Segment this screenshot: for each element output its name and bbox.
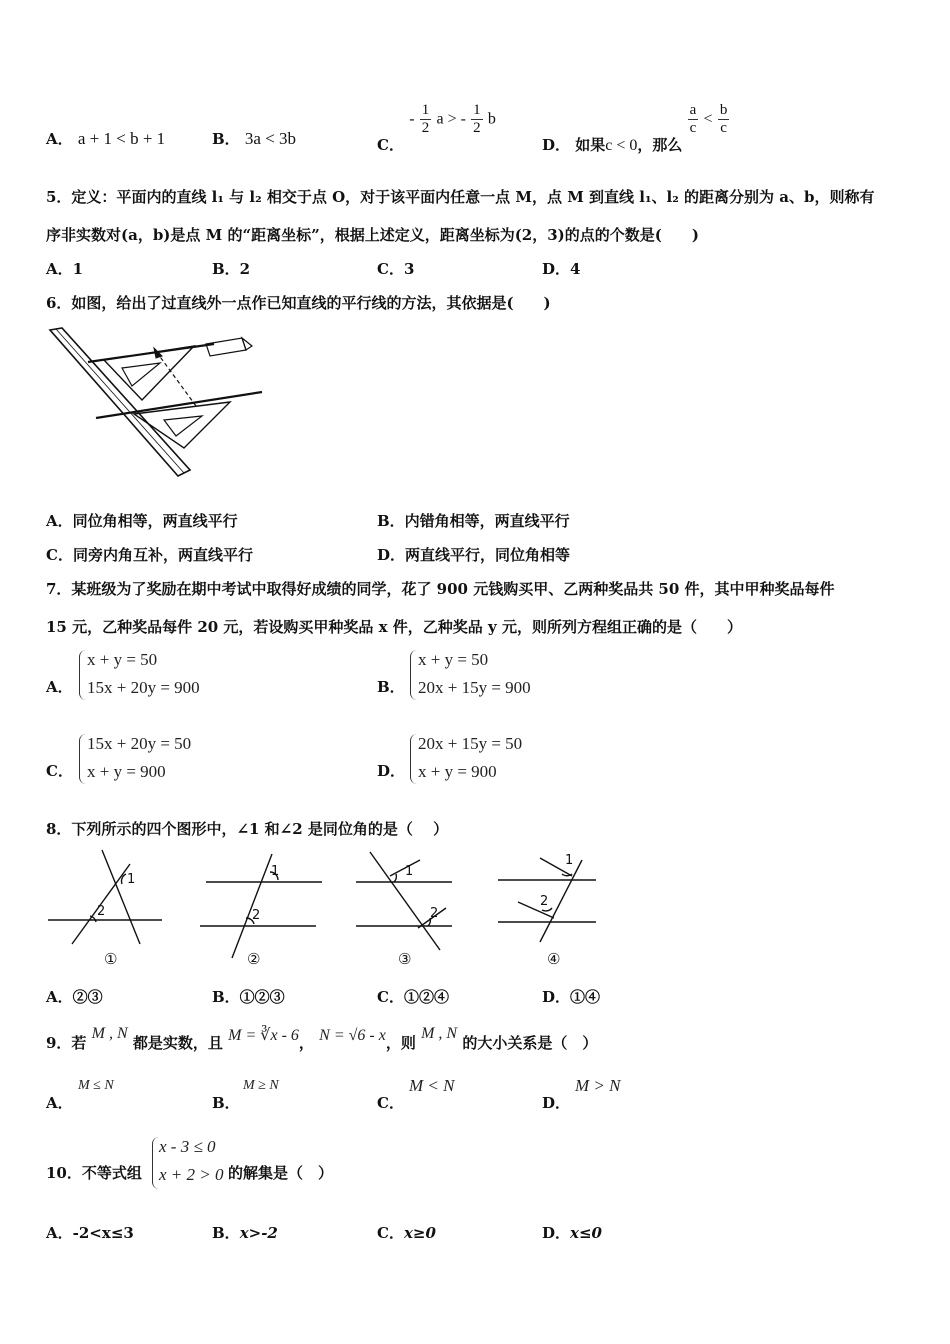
q9-n-expr: N = √6 - x bbox=[319, 1027, 386, 1044]
q7-option-b-label: B． bbox=[377, 678, 405, 696]
q7-b-brace bbox=[410, 650, 417, 700]
q10-brace bbox=[152, 1137, 159, 1189]
q8-figures bbox=[40, 846, 610, 974]
q4-option-a: A． a + 1 < b + 1 bbox=[46, 129, 166, 148]
q8-option-d: D．①④ bbox=[542, 988, 601, 1006]
q8-f4-angle-2: 2 bbox=[540, 894, 549, 909]
q9-option-c-label: C． bbox=[377, 1094, 404, 1112]
q7-option-d-label: D． bbox=[377, 762, 406, 780]
q8-figure-label-4: ④ bbox=[547, 950, 561, 968]
q9-option-d-label: D． bbox=[542, 1094, 571, 1112]
q8-option-a: A．②③ bbox=[46, 988, 103, 1006]
q9-stem: 9．若 M , N 都是实数，且 M = ∛x - 6， N = √6 - x，则 M , N 的大小关系是（ ） bbox=[46, 1025, 598, 1052]
q10-option-c-text: x≥0 bbox=[403, 1224, 436, 1242]
q8-f4-angle-1: 1 bbox=[565, 853, 574, 868]
q4-option-d: D． 如果c < 0，那么 $\frac{a}{c}$ < $\frac{b}{c}$ bbox=[542, 102, 728, 154]
q7-stem-line-2: 15 元，乙种奖品每件 20 元，若设购买甲种奖品 x 件，乙种奖品 y 元，则所列方程组正确的是（ ） bbox=[46, 618, 742, 636]
q7-d-brace bbox=[410, 734, 417, 784]
q8-f1-angle-1: 1 bbox=[127, 872, 136, 887]
q7-a-eq-2: 15x + 20y = 900 bbox=[87, 678, 200, 697]
q8-f3-angle-2: 2 bbox=[430, 906, 439, 921]
q10-option-d: D．x≤0 bbox=[542, 1224, 602, 1242]
q9-option-a-label: A． bbox=[46, 1094, 73, 1112]
q9-option-d: M > N bbox=[575, 1076, 621, 1095]
q10-ineq-2: x + 2 > 0 bbox=[159, 1165, 224, 1184]
q8-figure-label-3: ③ bbox=[398, 950, 412, 968]
q4-d-fraction-right: $\frac{b}{c}$ bbox=[719, 102, 728, 136]
q5-option-a: A．1 bbox=[46, 260, 84, 278]
q9-option-a: M ≤ N bbox=[78, 1078, 114, 1093]
q7-option-a-label: A． bbox=[46, 678, 73, 696]
q10-option-b: B．x>-2 bbox=[212, 1224, 278, 1242]
q4-option-b-expr: 3a < 3b bbox=[244, 129, 297, 148]
q9-option-b: M ≥ N bbox=[243, 1078, 279, 1093]
q7-stem-line-1: 7．某班级为了奖励在期中考试中取得好成绩的同学，花了 900 元钱购买甲、乙两种奖品共 50 件，其中甲种奖品每件 bbox=[46, 580, 835, 598]
q9-option-b-label: B． bbox=[212, 1094, 240, 1112]
q10-ineq-1: x - 3 ≤ 0 bbox=[159, 1137, 216, 1156]
q9-mn-1: M , N bbox=[91, 1025, 128, 1042]
q9-option-c: M < N bbox=[409, 1076, 455, 1095]
q10-option-d-text: x≤0 bbox=[570, 1224, 602, 1242]
q7-b-eq-2: 20x + 15y = 900 bbox=[418, 678, 531, 697]
q4-c-fraction-2: $\frac{1}{2}$ bbox=[473, 102, 481, 136]
q7-b-eq-1: x + y = 50 bbox=[418, 650, 489, 669]
q5-stem-line-2: 序非实数对(a，b)是点 M 的“距离坐标”，根据上述定义，距离坐标为(2，3)的点的个数是( ) bbox=[46, 226, 699, 244]
q10-prefix: 10．不等式组 bbox=[46, 1164, 142, 1182]
q6-option-a: A．同位角相等，两直线平行 bbox=[46, 512, 238, 530]
q10-option-c: C．x≥0 bbox=[377, 1224, 436, 1242]
q4-option-a-expr: a + 1 < b + 1 bbox=[77, 129, 166, 148]
q8-option-b: B．①②③ bbox=[212, 988, 285, 1006]
q7-c-eq-1: 15x + 20y = 50 bbox=[87, 734, 192, 753]
q7-a-eq-1: x + y = 50 bbox=[87, 650, 158, 669]
q7-c-brace bbox=[79, 734, 86, 784]
q10-suffix: 的解集是（ ） bbox=[228, 1164, 334, 1182]
q8-option-c: C．①②④ bbox=[377, 988, 449, 1006]
q6-stem: 6．如图，给出了过直线外一点作已知直线的平行线的方法，其依据是( ) bbox=[46, 294, 551, 312]
pencil-shape bbox=[206, 338, 246, 356]
q7-a-brace bbox=[79, 650, 86, 700]
q5-option-c: C．3 bbox=[377, 260, 415, 278]
q7-d-eq-1: 20x + 15y = 50 bbox=[418, 734, 523, 753]
q6-option-c: C．同旁内角互补，两直线平行 bbox=[46, 546, 253, 564]
q9-mn-2: M , N bbox=[421, 1025, 458, 1042]
q4-d-fraction-left: $\frac{a}{c}$ bbox=[689, 102, 697, 136]
q4-c-fraction-1: $\frac{1}{2}$ bbox=[421, 102, 430, 136]
q4-option-b: B． 3a < 3b bbox=[212, 129, 297, 148]
q10-option-a-text: -2<x≤3 bbox=[72, 1224, 134, 1242]
q8-f1-angle-2: 2 bbox=[97, 904, 106, 919]
q5-stem-line-1: 5．定义：平面内的直线 l₁ 与 l₂ 相交于点 O，对于该平面内任意一点 M，点 M 到直线 l₁、l₂ 的距离分别为 a、b，则称有 bbox=[46, 188, 875, 206]
q8-figure-label-1: ① bbox=[104, 950, 118, 968]
q10-option-b-text: x>-2 bbox=[239, 1224, 278, 1242]
q7-d-eq-2: x + y = 900 bbox=[418, 762, 497, 781]
q8-f3-angle-1: 1 bbox=[405, 864, 414, 879]
q10-option-a: A．-2<x≤3 bbox=[46, 1224, 134, 1242]
q6-option-d: D．两直线平行，同位角相等 bbox=[377, 546, 571, 564]
q7-option-c-label: C． bbox=[46, 762, 73, 780]
q8-figure-label-2: ② bbox=[247, 950, 261, 968]
q6-option-b: B．内错角相等，两直线平行 bbox=[377, 512, 570, 530]
q5-option-d: D．4 bbox=[542, 260, 581, 278]
q8-f2-angle-1: 1 bbox=[271, 864, 280, 879]
q5-option-b: B．2 bbox=[212, 260, 251, 278]
q7-c-eq-2: x + y = 900 bbox=[87, 762, 166, 781]
q4-option-c: C． - $\frac{1}{2}$ a > - $\frac{1}{2}$ b bbox=[377, 102, 496, 154]
q8-f2-angle-2: 2 bbox=[252, 908, 261, 923]
q9-m-expr: M = ∛x - 6 bbox=[228, 1027, 299, 1044]
q6-ruler-triangle-figure bbox=[44, 322, 266, 482]
q8-stem: 8．下列所示的四个图形中，∠1 和∠2 是同位角的是（ ） bbox=[46, 820, 449, 838]
